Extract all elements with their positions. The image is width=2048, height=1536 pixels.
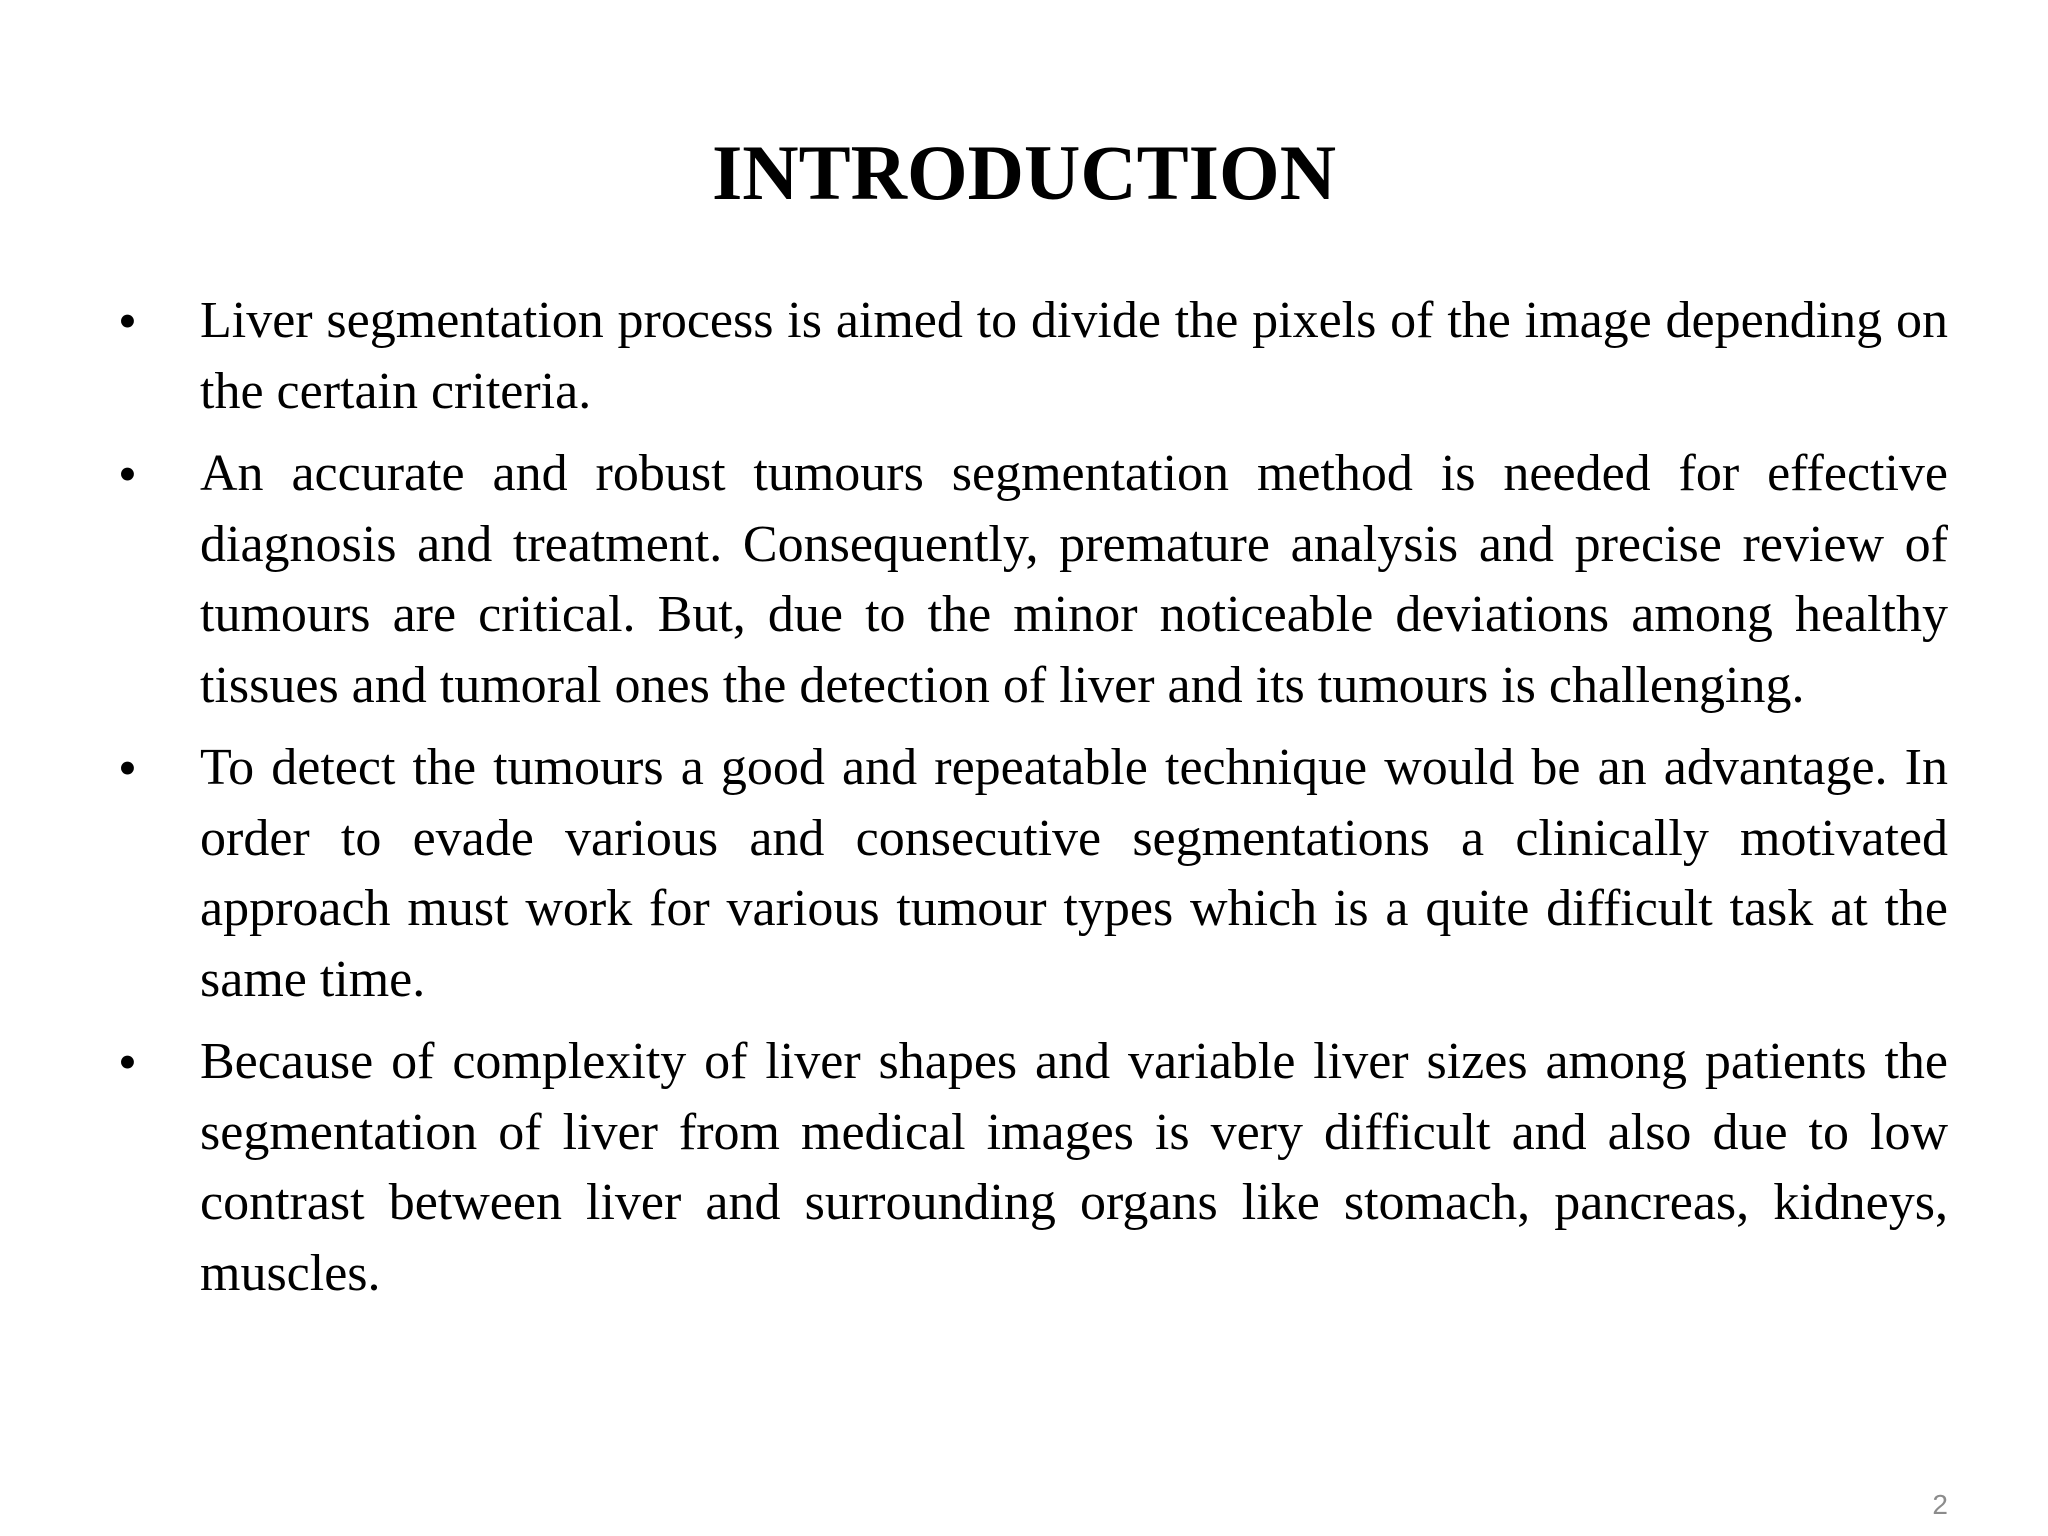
bullet-marker: •	[118, 738, 137, 798]
bullet-list	[118, 286, 1948, 1321]
bullet-item	[118, 439, 1948, 721]
bullet-text: An accurate and robust tumours segmentation method is needed for effective diagnosis and treatment. Consequently, premature analysis and precise review of tumours are critical. But, due to the minor noticeable deviations among healthy tissues and tumoral ones the detection of liver and its tumours is challenging.	[200, 445, 1948, 714]
bullet-item	[118, 1027, 1948, 1309]
bullet-text: To detect the tumours a good and repeatable technique would be an advantage. In order to evade various and consecutive segmentations a clinically motivated approach must work for various tumour types which is a quite difficult task at the same time.	[200, 739, 1948, 1008]
page-number: 2	[1932, 1489, 1948, 1520]
bullet-marker: •	[118, 444, 137, 504]
bullet-text: Because of complexity of liver shapes and variable liver sizes among patients the segmentation of liver from medical images is very difficult and also due to low contrast between liver and surrounding organs like stomach, pancreas, kidneys, muscles.	[200, 1033, 1948, 1302]
bullet-marker: •	[118, 1032, 137, 1092]
bullet-text: Liver segmentation process is aimed to divide the pixels of the image depending on the certain criteria.	[200, 292, 1948, 420]
slide-title: INTRODUCTION	[711, 129, 1337, 216]
bullet-item	[118, 286, 1948, 427]
bullet-item	[118, 733, 1948, 1015]
bullet-marker: •	[118, 291, 137, 351]
